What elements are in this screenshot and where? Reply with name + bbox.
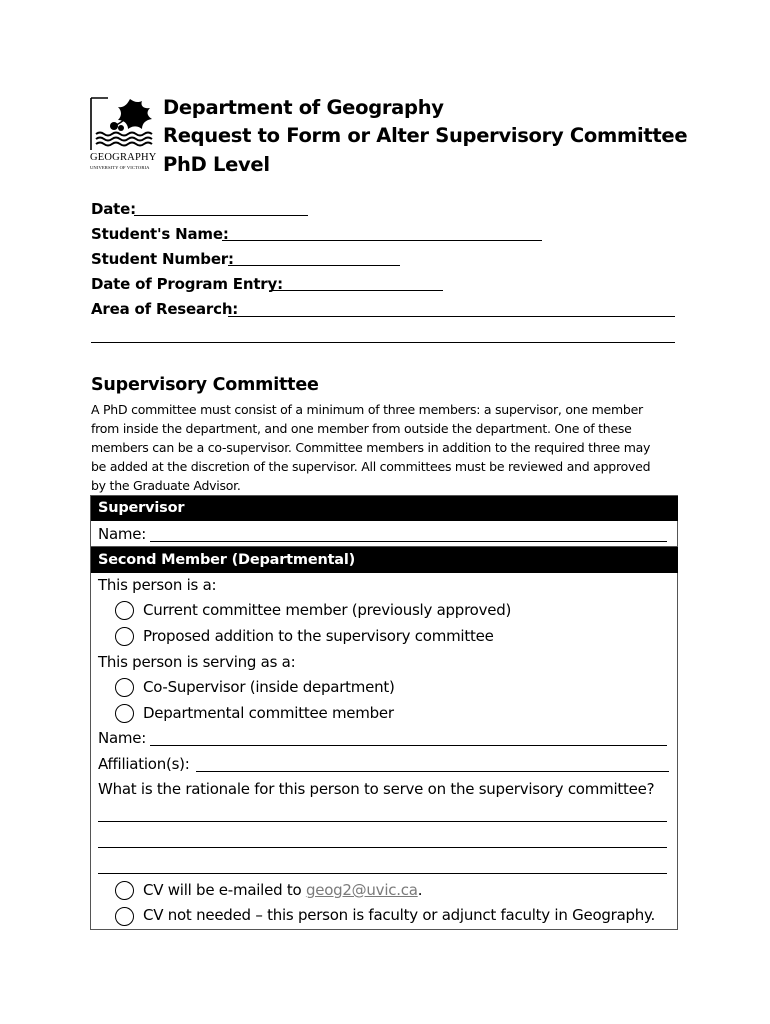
serving-as-label: This person is serving as a:: [98, 653, 296, 671]
co-supervisor-radio[interactable]: [115, 678, 134, 697]
rationale-field-line-3[interactable]: [98, 873, 667, 874]
date-field[interactable]: [134, 215, 308, 216]
form-title: Request to Form or Alter Supervisory Committee: [163, 124, 688, 147]
co-supervisor-option-label: Co-Supervisor (inside department): [143, 678, 395, 696]
intro-text-line: from inside the department, and one member from outside the department. One of these: [91, 421, 632, 436]
person-is-a-label: This person is a:: [98, 576, 217, 594]
logo-wordmark: GEOGRAPHY: [90, 152, 157, 163]
department-title: Department of Geography: [163, 96, 444, 119]
current-member-radio[interactable]: [115, 601, 134, 620]
departmental-member-option-label: Departmental committee member: [143, 704, 394, 722]
logo-subtext: UNIVERSITY OF VICTORIA: [90, 165, 150, 170]
intro-text-line: by the Graduate Advisor.: [91, 478, 241, 493]
rationale-field-line-1[interactable]: [98, 821, 667, 822]
supervisor-name-label: Name:: [98, 525, 147, 543]
affiliation-label: Affiliation(s):: [98, 755, 190, 773]
current-member-option-label: Current committee member (previously approved): [143, 601, 512, 619]
student-number-label: Student Number:: [91, 250, 234, 268]
proposed-addition-radio[interactable]: [115, 627, 134, 646]
form-level: PhD Level: [163, 153, 270, 176]
date-label: Date:: [91, 200, 136, 218]
cv-not-needed-radio[interactable]: [115, 907, 134, 926]
leaf-emblem-icon: [90, 96, 156, 152]
area-of-research-label: Area of Research:: [91, 300, 239, 318]
supervisor-header: Supervisor: [91, 496, 678, 521]
intro-text-line: members can be a co-supervisor. Committee members in addition to the required three may: [91, 440, 651, 455]
member-name-label: Name:: [98, 729, 147, 747]
supervisor-name-field[interactable]: [150, 541, 667, 542]
student-name-field[interactable]: [222, 240, 542, 241]
department-logo: [90, 96, 156, 176]
departmental-member-radio[interactable]: [115, 704, 134, 723]
second-member-header: Second Member (Departmental): [91, 547, 678, 573]
cv-emailed-period: .: [417, 881, 423, 899]
affiliation-field[interactable]: [196, 771, 669, 772]
member-name-field[interactable]: [150, 745, 667, 746]
proposed-addition-option-label: Proposed addition to the supervisory committee: [143, 627, 494, 645]
intro-text-line: be added at the discretion of the supervisor. All committees must be reviewed and approved: [91, 459, 651, 474]
cv-emailed-radio[interactable]: [115, 881, 134, 900]
program-entry-field[interactable]: [271, 290, 443, 291]
area-of-research-field-continued[interactable]: [91, 342, 675, 343]
cv-not-needed-option-label: CV not needed – this person is faculty or adjunct faculty in Geography.: [143, 906, 656, 924]
intro-text-line: A PhD committee must consist of a minimum of three members: a supervisor, one member: [91, 402, 643, 417]
cv-emailed-text: CV will be e-mailed to: [143, 881, 306, 899]
section-heading: Supervisory Committee: [91, 375, 319, 395]
cv-emailed-option-label: [143, 881, 422, 899]
rationale-question: What is the rationale for this person to serve on the supervisory committee?: [98, 780, 655, 798]
area-of-research-field[interactable]: [228, 316, 675, 317]
rationale-field-line-2[interactable]: [98, 847, 667, 848]
cv-email-link[interactable]: geog2@uvic.ca: [305, 881, 418, 899]
program-entry-label: Date of Program Entry:: [91, 275, 283, 293]
student-name-label: Student's Name:: [91, 225, 229, 243]
student-number-field[interactable]: [228, 265, 400, 266]
